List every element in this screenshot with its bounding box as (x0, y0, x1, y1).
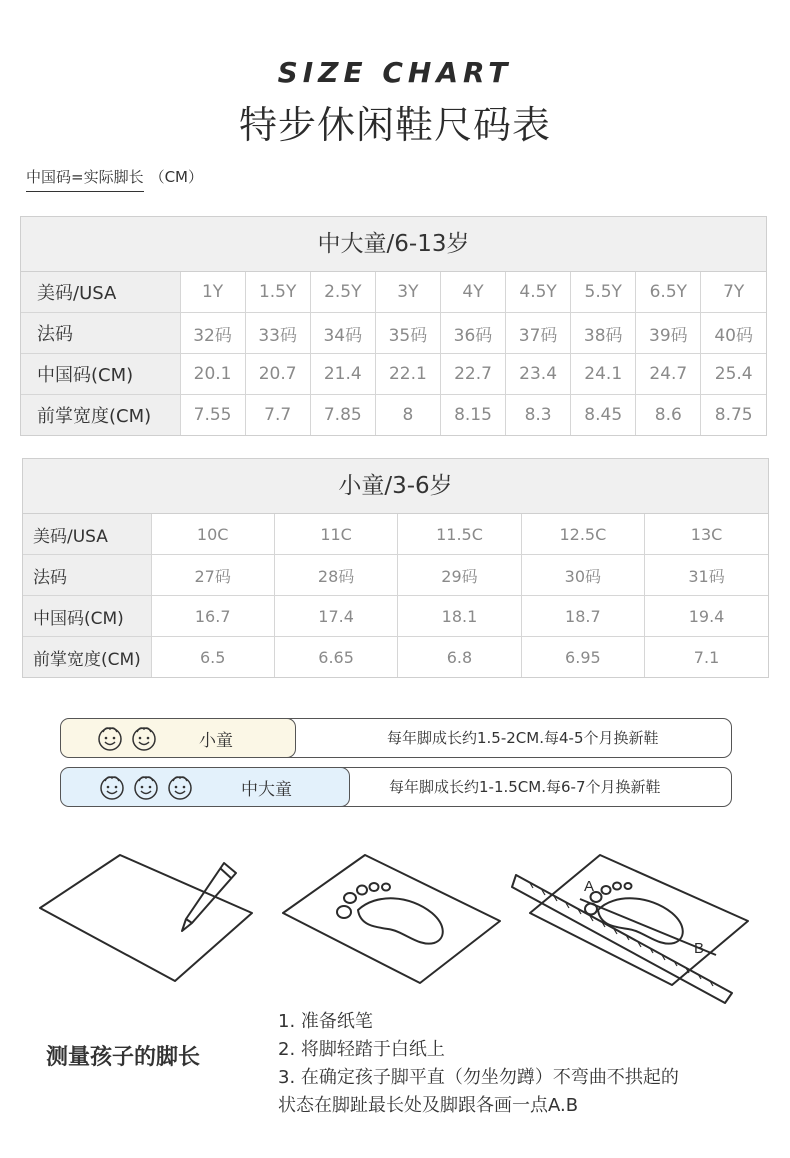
kid-face-icons (95, 724, 159, 752)
growth-label-box (60, 718, 296, 758)
table-cell: 17.4 (274, 596, 397, 637)
table-cell: 25.4 (701, 354, 766, 395)
table-cell: 8.15 (440, 395, 505, 436)
table-cell: 8 (375, 395, 440, 436)
table-cell: 8.45 (571, 395, 636, 436)
measure-step: 状态在脚趾最长处及脚跟各画一点A.B (278, 1095, 579, 1116)
table-cell: 28码 (274, 555, 397, 596)
table-cell: 7.85 (310, 395, 375, 436)
table-cell: 16.7 (151, 596, 274, 637)
table-cell: 6.5Y (636, 272, 701, 313)
table-cell: 24.1 (571, 354, 636, 395)
table-row (21, 395, 766, 436)
note-unit: （CM） (149, 168, 203, 186)
kid-face-icon (165, 773, 195, 801)
row-label: 中国码(CM) (23, 596, 151, 637)
table-cell: 40码 (701, 313, 766, 354)
table-cell: 19.4 (645, 596, 768, 637)
table-cell: 3Y (375, 272, 440, 313)
measure-step: 3. 在确定孩子脚平直（勿坐勿蹲）不弯曲不拱起的 (278, 1067, 679, 1088)
row-label: 中国码(CM) (21, 354, 180, 395)
table-row (23, 596, 768, 637)
table-cell: 4Y (440, 272, 505, 313)
table-cell: 30码 (521, 555, 644, 596)
table-cell: 33码 (245, 313, 310, 354)
size-chart-title-en: SIZE CHART (277, 56, 513, 89)
foot-ruler-icon (512, 855, 748, 1003)
table-cell: 8.6 (636, 395, 701, 436)
table-cell: 11C (274, 514, 397, 555)
note-label: 中国码=实际脚长 (26, 168, 144, 192)
table-row (21, 354, 766, 395)
point-b-label: B (694, 940, 705, 957)
measure-steps (278, 1008, 679, 1120)
growth-label: 小童 (199, 730, 233, 751)
footprint-icon (283, 855, 500, 983)
table-cell: 10C (151, 514, 274, 555)
measure-step: 2. 将脚轻踏于白纸上 (278, 1039, 445, 1060)
size-table-small-kids (22, 458, 769, 678)
growth-label: 中大童 (241, 779, 292, 800)
table-cell: 7.1 (645, 637, 768, 678)
table-cell: 38码 (571, 313, 636, 354)
table-cell: 18.7 (521, 596, 644, 637)
table-cell: 4.5Y (506, 272, 571, 313)
kid-face-icon (131, 773, 161, 801)
table-cell: 11.5C (398, 514, 521, 555)
table-cell: 23.4 (506, 354, 571, 395)
row-label: 前掌宽度(CM) (21, 395, 180, 436)
table-cell: 36码 (440, 313, 505, 354)
size-chart-title-cn: 特步休闲鞋尺码表 (238, 103, 551, 147)
table-cell: 8.3 (506, 395, 571, 436)
table-row (23, 514, 768, 555)
table-cell: 6.95 (521, 637, 644, 678)
table-cell: 20.1 (180, 354, 245, 395)
measure-title: 测量孩子的脚长 (46, 1045, 201, 1070)
table-title: 中大童/6-13岁 (21, 217, 766, 272)
measure-step: 1. 准备纸笔 (278, 1011, 373, 1032)
table-cell: 32码 (180, 313, 245, 354)
table-cell: 1Y (180, 272, 245, 313)
table-row (21, 313, 766, 354)
growth-text: 每年脚成长约1.5-2CM.每4-5个月换新鞋 (387, 729, 659, 747)
table-cell: 2.5Y (310, 272, 375, 313)
table-cell: 7Y (701, 272, 766, 313)
row-label: 法码 (21, 313, 180, 354)
table-cell: 31码 (645, 555, 768, 596)
measure-illustration (0, 835, 790, 1010)
table-cell: 20.7 (245, 354, 310, 395)
size-grid (21, 272, 766, 435)
row-label: 前掌宽度(CM) (23, 637, 151, 678)
kid-face-icon (97, 773, 127, 801)
table-cell: 6.65 (274, 637, 397, 678)
table-title: 小童/3-6岁 (23, 459, 768, 514)
table-cell: 24.7 (636, 354, 701, 395)
table-cell: 39码 (636, 313, 701, 354)
table-row (23, 555, 768, 596)
table-cell: 12.5C (521, 514, 644, 555)
table-cell: 7.55 (180, 395, 245, 436)
table-row (23, 637, 768, 678)
table-cell: 1.5Y (245, 272, 310, 313)
table-cell: 6.8 (398, 637, 521, 678)
size-grid (23, 514, 768, 677)
table-cell: 8.75 (701, 395, 766, 436)
row-label: 美码/USA (21, 272, 180, 313)
table-cell: 21.4 (310, 354, 375, 395)
table-cell: 35码 (375, 313, 440, 354)
table-cell: 7.7 (245, 395, 310, 436)
growth-label-box (60, 767, 350, 807)
paper-pencil-icon (40, 855, 252, 981)
table-cell: 22.7 (440, 354, 505, 395)
table-cell: 34码 (310, 313, 375, 354)
growth-row-small (60, 718, 732, 758)
table-cell: 22.1 (375, 354, 440, 395)
kid-face-icon (95, 724, 125, 752)
table-cell: 13C (645, 514, 768, 555)
table-cell: 18.1 (398, 596, 521, 637)
row-label: 美码/USA (23, 514, 151, 555)
table-row (21, 272, 766, 313)
kid-face-icon (129, 724, 159, 752)
kid-face-icons (97, 773, 195, 801)
table-cell: 37码 (506, 313, 571, 354)
growth-row-big (60, 767, 732, 807)
growth-text: 每年脚成长约1-1.5CM.每6-7个月换新鞋 (389, 778, 661, 796)
table-cell: 29码 (398, 555, 521, 596)
table-cell: 27码 (151, 555, 274, 596)
point-a-label: A (584, 878, 595, 895)
size-note (26, 166, 203, 187)
table-cell: 5.5Y (571, 272, 636, 313)
table-cell: 6.5 (151, 637, 274, 678)
row-label: 法码 (23, 555, 151, 596)
size-table-big-kids (20, 216, 767, 436)
